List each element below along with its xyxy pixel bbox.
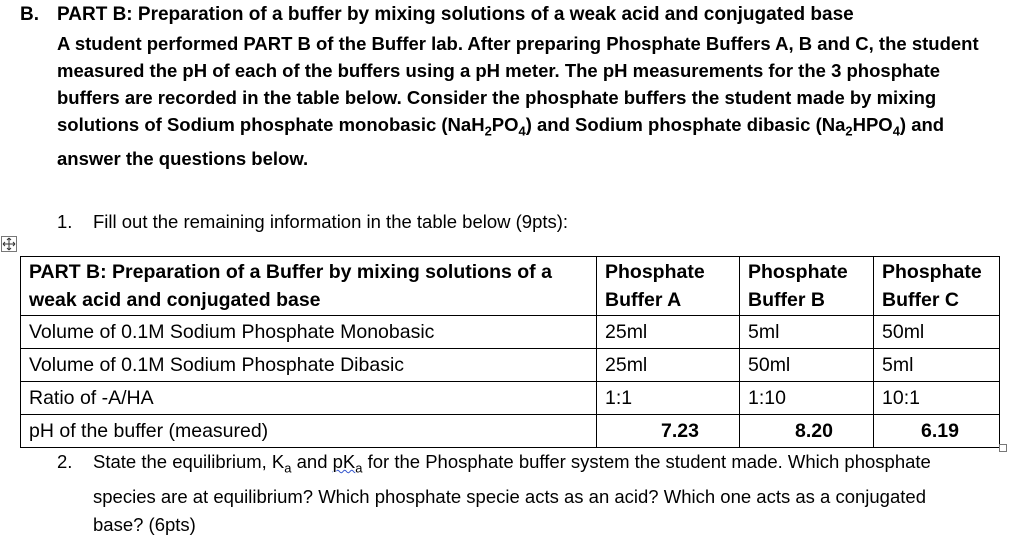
section-label: B. <box>20 4 39 25</box>
row-label[interactable]: pH of the buffer (measured) <box>21 415 597 448</box>
table-move-handle-icon[interactable] <box>1 236 17 252</box>
pka-spellcheck <box>332 451 363 476</box>
row-label[interactable]: Volume of 0.1M Sodium Phosphate Dibasic <box>21 349 597 382</box>
question-2-sub-1: a <box>284 460 292 476</box>
table-resize-handle[interactable] <box>999 444 1007 452</box>
cell-buffer-a[interactable]: 25ml <box>597 316 740 349</box>
question-2 <box>57 448 957 539</box>
question-1-number: 1. <box>57 211 73 232</box>
cell-buffer-c[interactable]: 5ml <box>874 349 1000 382</box>
cell-buffer-c[interactable]: 10:1 <box>874 382 1000 415</box>
intro-sub-2: 4 <box>518 123 526 139</box>
question-2-text-2: and <box>291 451 333 472</box>
cell-buffer-b[interactable]: 5ml <box>740 316 874 349</box>
table-header-buffer-b[interactable]: Phosphate Buffer B <box>740 257 874 316</box>
table-row <box>21 382 1000 415</box>
question-1 <box>57 211 568 233</box>
row-label[interactable]: Volume of 0.1M Sodium Phosphate Monobasic <box>21 316 597 349</box>
cell-buffer-a[interactable]: 1:1 <box>597 382 740 415</box>
question-1-text: Fill out the remaining information in the table below (9pts): <box>93 211 569 232</box>
cell-buffer-a[interactable]: 25ml <box>597 349 740 382</box>
cell-buffer-b[interactable]: 1:10 <box>740 382 874 415</box>
intro-text-2: PO <box>491 114 519 135</box>
buffer-table <box>20 256 1000 448</box>
cell-buffer-b[interactable]: 50ml <box>740 349 874 382</box>
question-2-number: 2. <box>57 451 73 472</box>
cell-buffer-b[interactable]: 8.20 <box>740 415 874 448</box>
cell-buffer-a[interactable]: 7.23 <box>597 415 740 448</box>
intro-sub-1: 2 <box>484 123 492 139</box>
intro-text-1: A student performed PART B of the Buffer lab. After preparing Phosphate Buffers A, B and C, the student measured the pH of each of the buffers using a pH meter. The pH measurements for the 3 phosphate buffers are recorded in the table below. Consider the phosphate buffers the student made by mixing solutions of Sodium phosphate monobasic (NaH <box>57 33 979 135</box>
cell-buffer-c[interactable]: 50ml <box>874 316 1000 349</box>
question-2-text <box>93 448 957 539</box>
table-row <box>21 316 1000 349</box>
question-2-text-3: for the Phosphate buffer system the student made. Which phosphate species are at equilibrium? Which phosphate specie acts as an acid? Which one acts as a conjugated base? (6pts) <box>93 451 931 535</box>
intro-text-4: HPO <box>852 114 893 135</box>
table-row <box>21 415 1000 448</box>
intro-sub-3: 2 <box>845 123 853 139</box>
intro-paragraph <box>57 30 987 172</box>
pka-sub: a <box>355 460 363 476</box>
intro-text-3: ) and Sodium phosphate dibasic (Na <box>525 114 846 135</box>
table-header-buffer-c[interactable]: Phosphate Buffer C <box>874 257 1000 316</box>
row-label[interactable]: Ratio of -A/HA <box>21 382 597 415</box>
question-2-text-1: State the equilibrium, K <box>93 451 285 472</box>
table-header-title[interactable]: PART B: Preparation of a Buffer by mixing solutions of a weak acid and conjugated base <box>21 257 597 316</box>
table-header-buffer-a[interactable]: Phosphate Buffer A <box>597 257 740 316</box>
intro-sub-4: 4 <box>892 123 900 139</box>
pka-text: pK <box>332 451 356 472</box>
table-row <box>21 349 1000 382</box>
section-title: PART B: Preparation of a buffer by mixing solutions of a weak acid and conjugated base <box>57 4 854 25</box>
intro-text-5: ) and answer the questions below. <box>57 114 945 169</box>
cell-buffer-c[interactable]: 6.19 <box>874 415 1000 448</box>
table-header-row <box>21 257 1000 316</box>
